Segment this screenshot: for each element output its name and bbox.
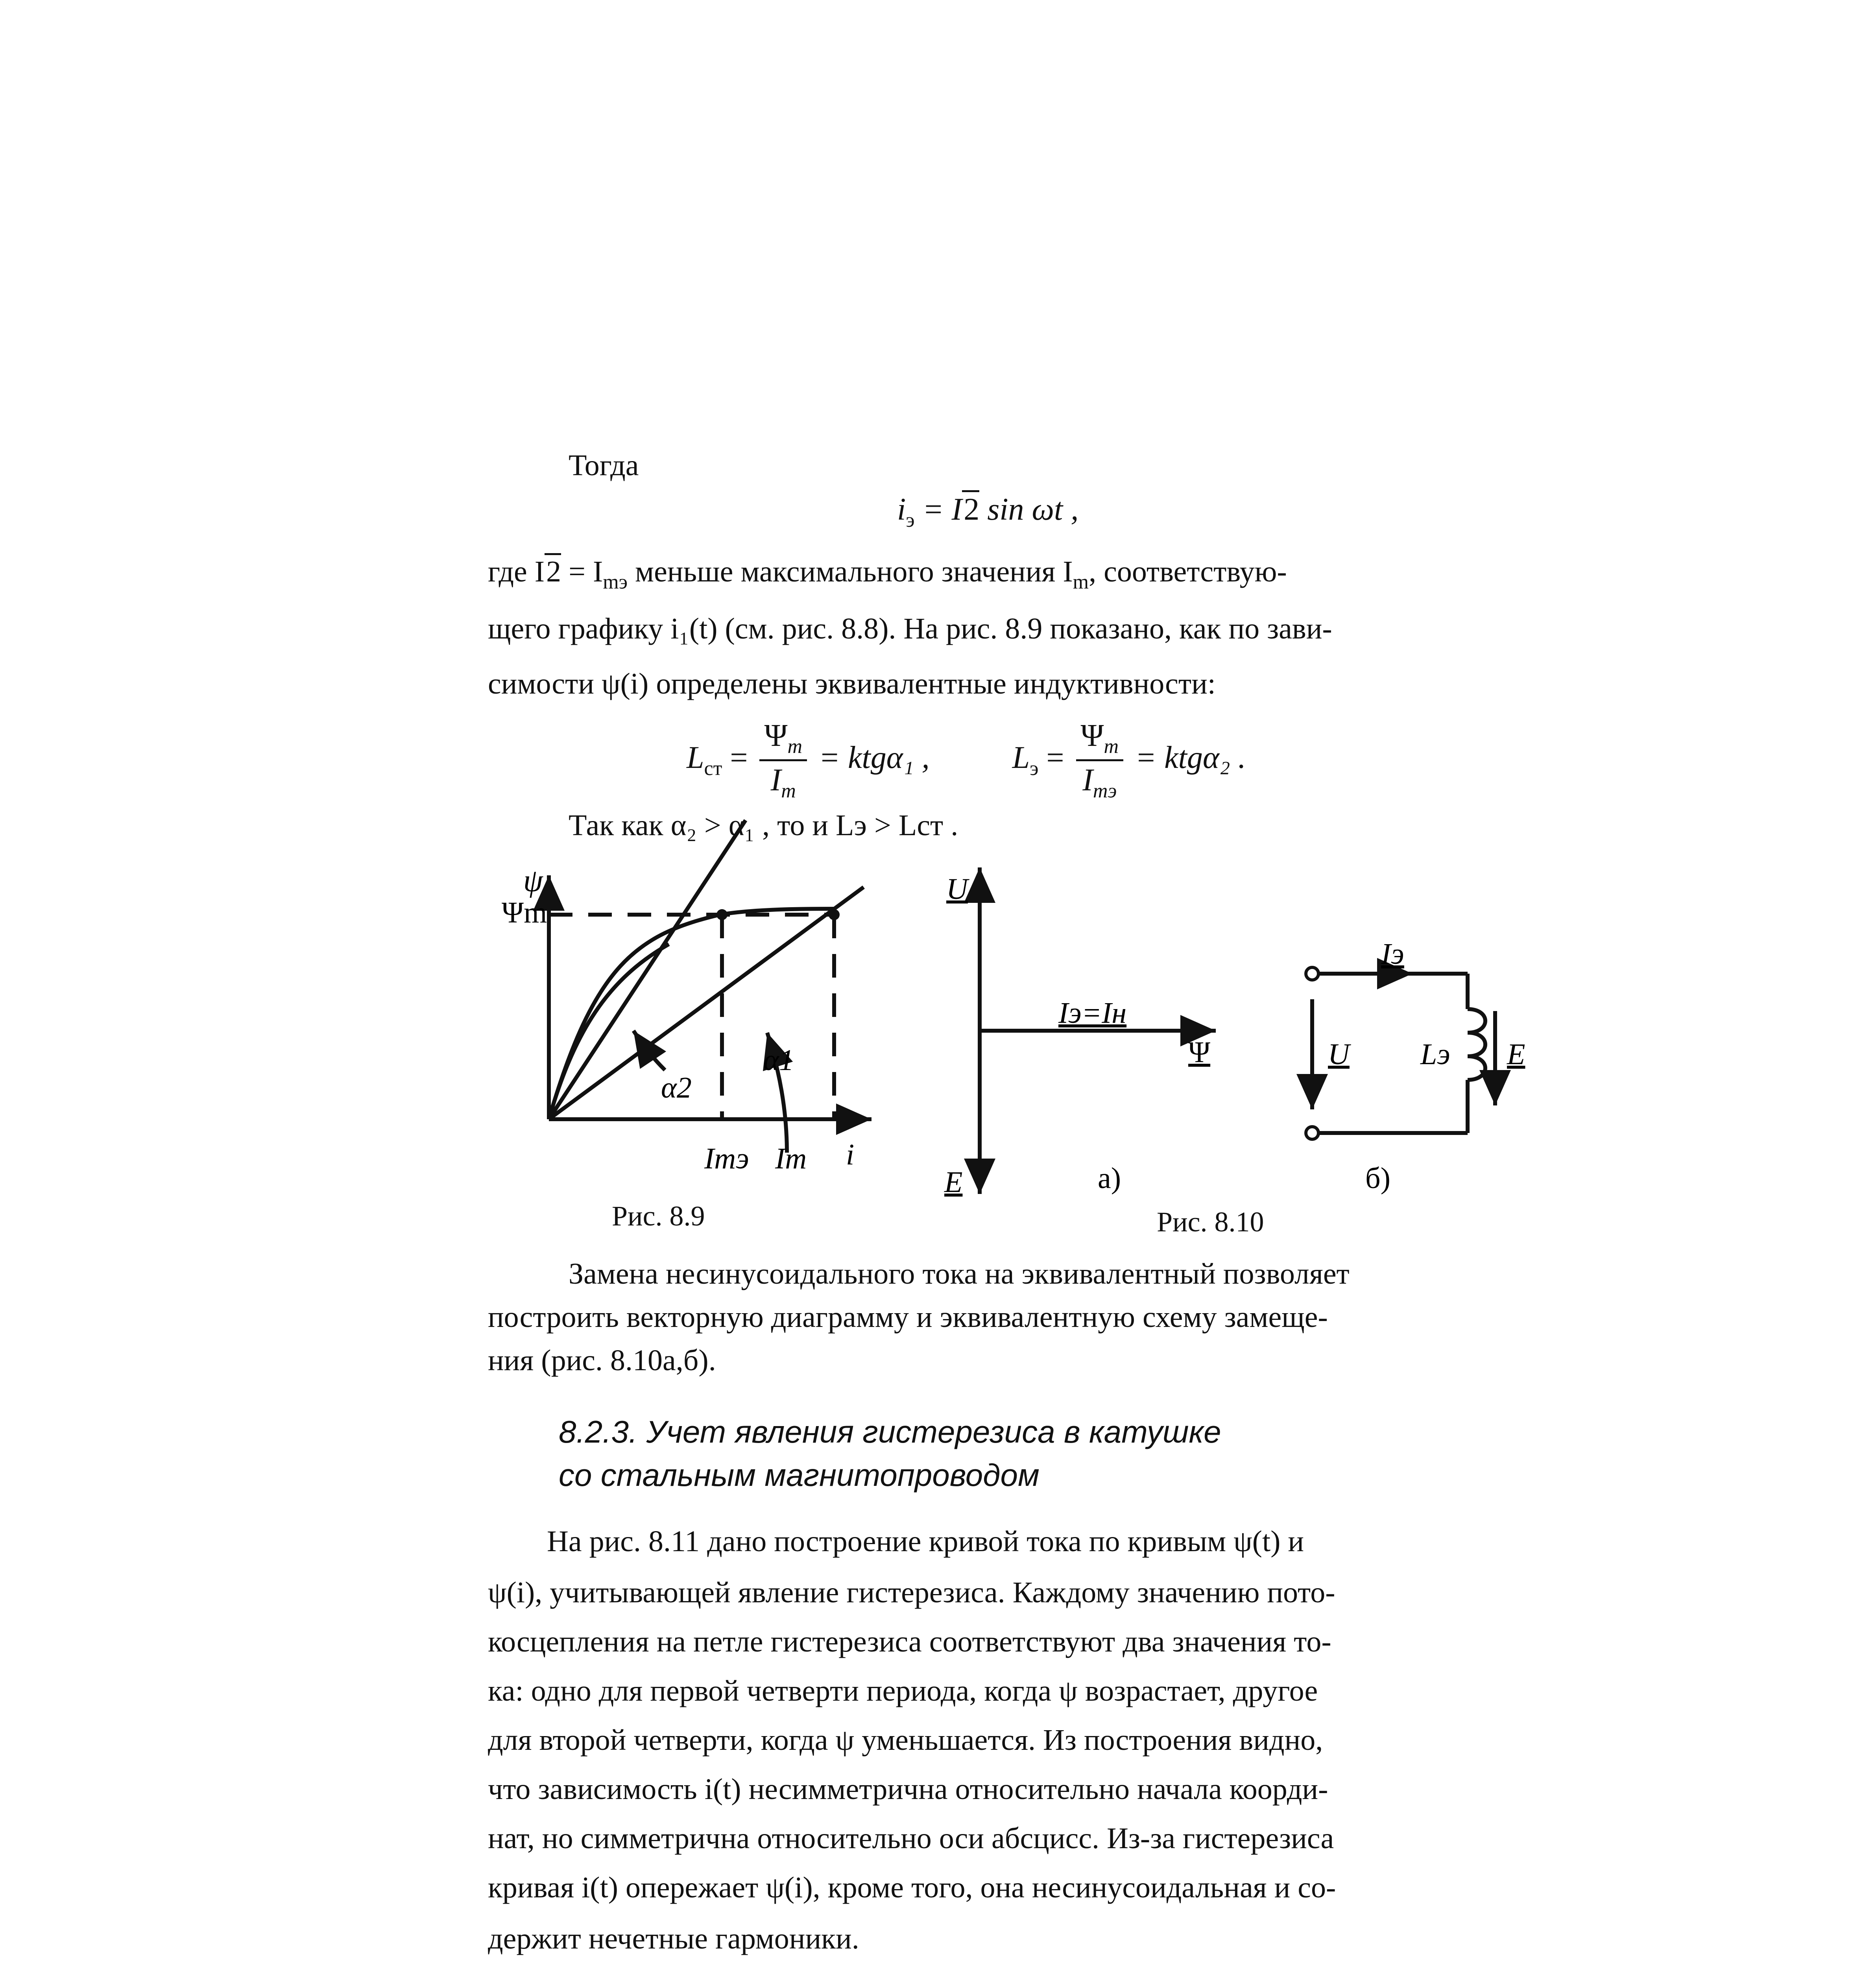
paragraph-line: Так как α₂ > α₁ , то и Lэ > Lст . [569,809,958,842]
figure-8-10a [980,867,1216,1194]
line-alpha2 [549,820,746,1119]
terminal [1306,967,1318,980]
circuit-current-label: Iэ [1381,937,1404,971]
paragraph-line: ка: одно для первой четверти периода, когда ψ возрастает, другое [488,1674,1318,1707]
paragraph-line: где $I2 = I_{mэ}$ меньше максимального значения $I_m$, соответствую- [488,557,1287,592]
equation-ie: $i_э = I2$ sin ωt , [897,494,1078,531]
circuit-voltage-label: U [1328,1038,1350,1071]
paragraph-line: нат, но симметрична относительно оси абсцисс. Из-за гистерезиса [488,1822,1334,1855]
current-label: Iэ=Iн [1058,996,1127,1030]
equation-inductance: $L_{ст}$ = $\frac{\Psi_m}{I_m}$ = ktgα₁ , $L_э$ = $\frac{\Psi_m}{I_{mэ}}$ = ktgα₂ . [687,718,1246,802]
paragraph-line: построить векторную диаграмму и эквивалентную схему замеще- [488,1301,1328,1334]
paragraph-line: На рис. 8.11 дано построение кривой тока по кривым ψ(t) и [547,1525,1304,1558]
flux-label: Ψ [1188,1036,1211,1069]
paragraph-line: кривая i(t) опережает ψ(i), кроме того, она несинусоидальная и со- [488,1871,1336,1904]
psi-m-label: Ψm [502,896,547,929]
voltage-label: U [946,873,968,906]
paragraph-line: ния (рис. 8.10а,б). [488,1344,716,1377]
caption-fig-8-9: Рис. 8.9 [612,1200,705,1232]
intersection-point [829,909,840,920]
paragraph-line: ψ(i), учитывающей явление гистерезиса. Каждому значению пото- [488,1576,1335,1609]
inductor-coil [1468,1009,1485,1080]
figure-8-9 [549,820,872,1153]
circuit-emf-label: E [1507,1038,1525,1071]
y-axis-label: ψ [523,864,543,898]
emf-label: E [944,1166,963,1199]
paragraph-intro: Тогда [569,449,639,482]
x-axis-label: i [846,1138,855,1171]
imn-label: Imэ [704,1142,749,1175]
im-label: Im [775,1142,807,1175]
section-heading: со стальным магнитопроводом [559,1458,1040,1493]
section-heading: 8.2.3. Учет явления гистерезиса в катушке [559,1414,1221,1449]
paragraph-line: что зависимость i(t) несимметрична относительно начала коорди- [488,1773,1328,1806]
paragraph-line: для второй четверти, когда ψ уменьшается. Из построения видно, [488,1723,1323,1757]
paragraph-line: симости ψ(i) определены эквивалентные индуктивности: [488,667,1216,700]
inductor-label: Lэ [1420,1038,1450,1071]
paragraph-line: Замена несинусоидального тока на эквивалентный позволяет [569,1257,1350,1290]
alpha2-label: α2 [661,1071,692,1104]
figure-b-label: б) [1365,1162,1390,1195]
paragraph-line: держит нечетные гармоники. [488,1922,859,1955]
paragraph-line: косцепления на петле гистерезиса соответствуют два значения то- [488,1625,1331,1658]
alpha1-label: α1 [763,1044,794,1077]
figure-a-label: а) [1098,1162,1121,1195]
caption-fig-8-10: Рис. 8.10 [1157,1206,1264,1238]
intersection-point [716,909,728,920]
terminal [1306,1127,1318,1139]
paragraph-line: щего графику i₁(t) (см. рис. 8.8). На рис. 8.9 показано, как по зави- [488,612,1332,645]
